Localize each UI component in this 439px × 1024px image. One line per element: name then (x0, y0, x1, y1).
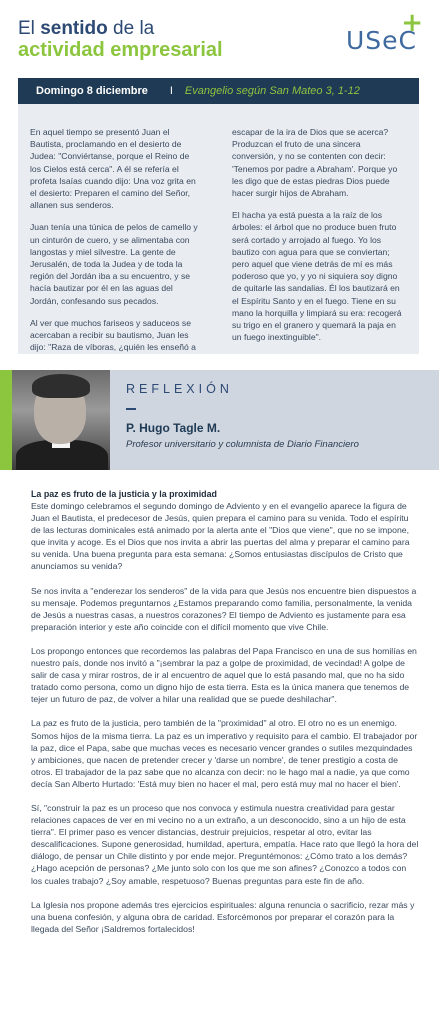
gospel-paragraph: El hacha ya está puesta a la raíz de los árboles: el árbol que no produce buen fruto será cortado y arrojado al fuego. Yo los bautizo con agua para que se conviertan; pero aquel que viene detrás de mí es más poderoso que yo, y yo ni siquiera soy digno de quitarle las sandalias. Él los bautizará en el Espíritu Santo y en el fuego. Tiene en su mano la horquilla y limpiará su era: recogerá su trigo en el granero y quemará la paja en un fuego inextinguible". (232, 210, 402, 343)
date-separator: I (169, 85, 173, 97)
usec-logo: USeC (345, 26, 417, 55)
article-paragraph: Sí, "construir la paz es un proceso que nos convoca y estimula nuestra creatividad para gestar relaciones capaces de ver en mi vecino no a un extraño, a un desconocido, sino a un hijo de esta tierra". El primer paso es vencer distancias, destruir prejuicios, respetar al otro, evitar las descalificaciones. Supone generosidad, humildad, apertura, empatía. Hace rato que llegó la hora del diálogo, de pensar un Chile distinto y por ende mejor. Preguntémonos: ¿Cómo trato a los demás? ¿Hago acepción de personas? ¿Me junto solo con los que me son afines? ¿Conozco a todos con los cuales trabajo? ¿Soy amable, respetuoso? Buenas preguntas para este fin de año. (31, 802, 419, 886)
gospel-column-right (232, 126, 402, 353)
title-emphasis: sentido (40, 18, 108, 39)
reflexion-band (0, 370, 439, 470)
page-title-line1: El sentido de la (18, 18, 155, 39)
article-paragraph: Este domingo celebramos el segundo domingo de Adviento y en el evangelio aparece la figura de Juan el Bautista, el predecesor de Jesús, quien prepara el camino para su venida. Todo el espíritu de las lecturas dominicales está animado por la alerta ante el "Dios que viene", que no se impone, que invita y acoge. Es el Dios que nos invita a abrir las puertas del alma y preparar el camino para su venida. Una buena pregunta para esta semana: ¿Somos entusiastas discípulos de Cristo que anunciamos su venida? (31, 501, 410, 572)
accent-bar (0, 370, 12, 470)
author-role: Profesor universitario y columnista de Diario Financiero (126, 439, 359, 450)
page-header (0, 0, 439, 80)
article-paragraph: Se nos invita a "enderezar los senderos" de la vida para que Jesús nos encuentre bien dispuestos a su mensaje. Podemos preguntarnos ¿Estamos preparando como familia, personalmente, la venida de Jesús a nuestras casas, a nuestros corazones? El tiempo de Adviento es justamente para esa preparación interior y este año coincide con el difícil momento que vive Chile. (31, 585, 417, 632)
reflexion-dash (126, 408, 136, 410)
reflexion-label: REFLEXIÓN (126, 382, 233, 396)
gospel-paragraph: Juan tenía una túnica de pelos de camello y un cinturón de cuero, y se alimentaba con langostas y miel silvestre. La gente de Jerusalén, de toda la Judea y de toda la región del Jordán iba a su encuentro, y se hacía bautizar por él en las aguas del Jordán, confesando sus pecados. (30, 222, 198, 306)
gospel-paragraph: Al ver que muchos fariseos y saduceos se acercaban a recibir su bautismo, Juan les dijo: "Raza de víboras, ¿quién les enseñó a (30, 317, 196, 353)
page-title-line2: actividad empresarial (18, 39, 223, 61)
article-paragraph: La Iglesia nos propone además tres ejercicios espirituales: alguna renuncia o sacrificio, rezar más y una buena confesión, y alguna obra de caridad. Esforcémonos por preparar el corazón para la llegada del Señor ¡Saldremos fortalecidos! (31, 899, 415, 934)
gospel-column-left (30, 126, 198, 363)
article-paragraph: Los propongo entonces que recordemos las palabras del Papa Francisco en una de sus homilías en nuestro país, donde nos invitó a "¡sembrar la paz a golpe de proximidad, de vecindad! A golpe de salir de casa y mirar rostros, de ir al encuentro de aquel que lo está pasando mal, que no ha sido tratado como persona, como un digno hijo de esta tierra. Esta es la única manera que tenemos de tejer un futuro de paz, de volver a hilar una realidad que se puede deshilachar". (31, 645, 417, 705)
gospel-paragraph: escapar de la ira de Dios que se acerca? Produzcan el fruto de una sincera conversión, y no se contenten con decir: 'Tenemos por padre a Abraham'. Porque yo les digo que de estas piedras Dios puede hacer surgir hijos de Abraham. (232, 127, 398, 199)
reflection-article (31, 488, 419, 947)
article-paragraph: La paz es fruto de la justicia, pero también de la "proximidad" al otro. El otro no es un enemigo. Somos hijos de la misma tierra. La paz es un imperativo y requisito para el cambio. El trabajador por la paz, dice el Papa, sabe que muchas veces es necesario vencer grandes o sutiles mezquindades y ambiciones, que nacen de pretender crecer y 'darse un nombre', de tener prestigio a costa de otros. El trabajador de la paz sabe que no alcanza con decir: no le hago mal a nadie, ya que como decía San Alberto Hurtado: 'Está muy bien no hacer el mal, pero está muy mal no hacer el bien'. (31, 718, 418, 789)
gospel-reference: Evangelio según San Mateo 3, 1-12 (184, 85, 360, 97)
article-heading: La paz es fruto de la justicia y la proximidad (31, 489, 217, 499)
gospel-paragraph: En aquel tiempo se presentó Juan el Bautista, proclamando en el desierto de Judea: "Conviértanse, porque el Reino de los Cielos está cerca". A él se refería el profeta Isaías cuando dijo: Una voz grita en el desierto: Preparen el camino del Señor, allanen sus senderos. (30, 127, 196, 211)
author-name: P. Hugo Tagle M. (126, 421, 221, 435)
author-photo (12, 370, 110, 470)
date-band (18, 78, 419, 104)
logo-plus-icon: + (401, 8, 423, 38)
date-label: Domingo 8 diciembre (36, 85, 148, 97)
gospel-panel (18, 104, 419, 354)
